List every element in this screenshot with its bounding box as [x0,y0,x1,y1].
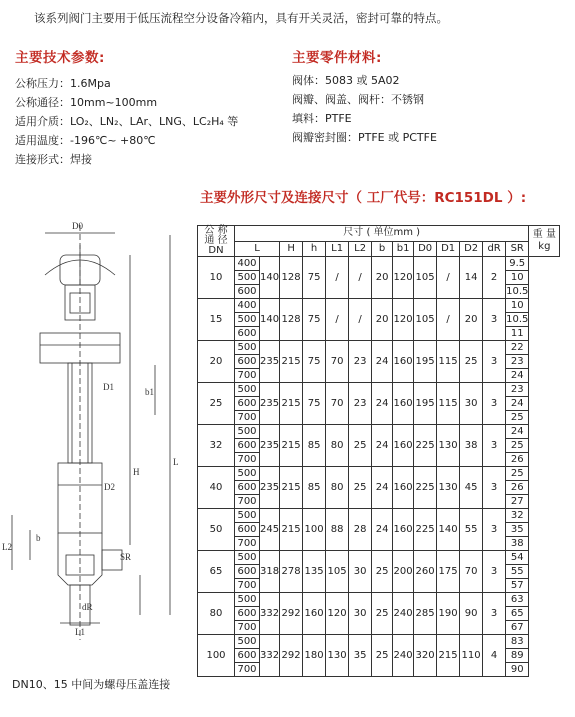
dim-cell: 90 [460,593,483,635]
table-row [198,593,560,607]
dim-cell: 24 [372,341,393,383]
length-cell: 700 [235,369,260,383]
length-cell: 500 [235,635,260,649]
dim-cell: 215 [280,383,303,425]
dim-cell: 105 [414,257,437,299]
dim-cell: 120 [393,299,414,341]
dim-cell: 195 [414,341,437,383]
dim-cell: / [326,257,349,299]
weight-cell: 23 [506,383,529,397]
dn-cell: 20 [198,341,235,383]
length-cell: 600 [235,481,260,495]
dim-cell: 3 [483,341,506,383]
length-cell: 400 [235,257,260,271]
length-cell: 700 [235,579,260,593]
dim-cell: 110 [460,635,483,677]
label-b: b [36,533,41,543]
tech-params-list [15,74,238,169]
dim-cell: 160 [393,467,414,509]
col-header: D2 [460,241,483,257]
length-cell: 600 [235,439,260,453]
table-row [198,467,560,481]
weight-cell: 65 [506,607,529,621]
dim-cell: 115 [437,341,460,383]
dim-cell: 25 [349,425,372,467]
dim-cell: 55 [460,509,483,551]
tech-param-item: 公称压力：1.6Mpa [15,77,111,90]
dim-cell: 240 [393,593,414,635]
length-cell: 400 [235,299,260,313]
dim-cell: 38 [460,425,483,467]
col-header: dR [483,241,506,257]
dim-cell: 25 [460,341,483,383]
dim-cell: 225 [414,467,437,509]
dim-cell: 25 [372,551,393,593]
dn-cell: 15 [198,299,235,341]
dn-cell: 80 [198,593,235,635]
dim-cell: 140 [260,299,280,341]
dim-cell: 292 [280,593,303,635]
materials-heading: 主要零件材料: [292,50,382,66]
col-header: L [235,241,280,257]
dim-cell: 25 [349,467,372,509]
dim-cell: 190 [437,593,460,635]
dn-cell: 50 [198,509,235,551]
weight-cell: 38 [506,537,529,551]
weight-cell: 10.5 [506,313,529,325]
tech-param-item: 适用介质：LO₂、LN₂、LAr、LNG、LC₂H₄ 等 [15,115,239,128]
weight-cell: 63 [506,593,529,607]
dim-cell: 14 [460,257,483,299]
dim-cell: 4 [483,635,506,677]
length-cell: 700 [235,411,260,425]
dim-cell: 75 [303,299,326,341]
dim-cell: 225 [414,509,437,551]
tech-param-item: 公称通径：10mm~100mm [15,96,158,109]
table-row [198,425,560,439]
dim-cell: 3 [483,551,506,593]
label-d2: D2 [104,482,115,492]
dim-cell: 45 [460,467,483,509]
weight-cell: 22 [506,341,529,355]
dim-cell: 3 [483,383,506,425]
length-cell: 600 [235,649,260,663]
label-d0: D0 [72,221,83,231]
dim-cell: 120 [326,593,349,635]
length-cell: 600 [235,565,260,579]
dim-cell: 160 [393,383,414,425]
length-cell: 500 [235,341,260,355]
col-header: D1 [437,241,460,257]
dim-cell: 23 [349,383,372,425]
weight-cell: 55 [506,565,529,579]
drawing-caption: DN10、15 中间为螺母压盖连接 [12,678,171,691]
dim-cell: 235 [260,425,280,467]
dim-cell: 115 [437,383,460,425]
label-dr: dR [82,602,93,612]
dim-cell: 260 [414,551,437,593]
weight-cell: 26 [506,481,529,495]
dim-cell: 318 [260,551,280,593]
dim-cell: 80 [326,425,349,467]
dim-cell: 3 [483,425,506,467]
dim-cell: 2 [483,257,506,299]
dim-cell: / [437,299,460,341]
dim-cell: 215 [280,341,303,383]
dim-cell: 80 [326,467,349,509]
dim-cell: 180 [303,635,326,677]
material-item: 阀瓣密封圈：PTFE 或 PCTFE [292,131,437,144]
dim-cell: 24 [372,383,393,425]
dim-cell: 195 [414,383,437,425]
length-cell: 700 [235,663,260,677]
table-title: 主要外形尺寸及连接尺寸（ 工厂代号：RC151DL ）: [200,190,527,206]
weight-cell: 25 [506,439,529,453]
weight-cell: 83 [506,635,529,649]
weight-cell: 67 [506,621,529,635]
weight-cell: 25 [506,467,529,481]
label-d1: D1 [103,382,114,392]
dn-cell: 100 [198,635,235,677]
dim-cell: 332 [260,593,280,635]
header-dims: 尺寸 ( 单位mm ) [235,226,529,242]
label-h: H [133,467,140,477]
dim-cell: 24 [372,467,393,509]
label-sr: SR [120,552,132,562]
dim-cell: 28 [349,509,372,551]
dim-cell: 215 [437,635,460,677]
length-cell: 500 [235,271,260,285]
dn-cell: 40 [198,467,235,509]
label-l: L [173,457,179,467]
weight-cell: 90 [506,663,529,677]
dim-cell: 215 [280,467,303,509]
material-item: 填料：PTFE [292,112,352,125]
dn-cell: 65 [198,551,235,593]
weight-cell: 23 [506,355,529,369]
dim-cell: 320 [414,635,437,677]
dim-cell: 24 [372,425,393,467]
dim-cell: 70 [326,341,349,383]
material-item: 阀体：5083 或 5A02 [292,74,400,87]
weight-cell: 24 [506,369,529,383]
dim-cell: 3 [483,299,506,341]
dim-cell: 130 [326,635,349,677]
dim-cell: 240 [393,635,414,677]
label-b1: b1 [145,387,154,397]
dim-cell: 105 [414,299,437,341]
dim-cell: 75 [303,383,326,425]
dim-cell: 278 [280,551,303,593]
dim-cell: 70 [460,551,483,593]
dim-cell: 24 [372,509,393,551]
dim-cell: 130 [437,467,460,509]
dim-cell: 140 [437,509,460,551]
weight-cell: 24 [506,425,529,439]
dim-cell: 3 [483,467,506,509]
dim-cell: 128 [280,257,303,299]
length-cell: 600 [235,327,260,341]
dim-cell: 20 [372,299,393,341]
length-cell: 500 [235,313,260,327]
dim-cell: 160 [303,593,326,635]
col-header: L2 [349,241,372,257]
length-cell: 700 [235,621,260,635]
dim-cell: 200 [393,551,414,593]
col-header: b [372,241,393,257]
dim-cell: 245 [260,509,280,551]
length-cell: 600 [235,285,260,299]
length-cell: 500 [235,551,260,565]
dim-cell: 100 [303,509,326,551]
dim-cell: 225 [414,425,437,467]
weight-cell: 27 [506,495,529,509]
tech-param-item: 连接形式：焊接 [15,153,92,166]
label-l2: L2 [2,542,12,552]
dn-cell: 32 [198,425,235,467]
dim-cell: 215 [280,509,303,551]
dim-cell: 160 [393,341,414,383]
table-row [198,635,560,649]
dim-cell: 292 [280,635,303,677]
weight-cell: 57 [506,579,529,593]
dim-cell: 85 [303,425,326,467]
dim-cell: 88 [326,509,349,551]
weight-cell: 25 [506,411,529,425]
dim-cell: 175 [437,551,460,593]
dn-cell: 25 [198,383,235,425]
weight-cell: 10 [506,299,529,313]
length-cell: 600 [235,397,260,411]
table-row [198,383,560,397]
length-cell: 500 [235,509,260,523]
col-header: b1 [393,241,414,257]
dim-cell: 135 [303,551,326,593]
tech-params-heading: 主要技术参数: [15,50,105,66]
weight-cell: 26 [506,453,529,467]
weight-cell: 32 [506,509,529,523]
intro-text: 该系列阀门主要用于低压流程空分设备冷箱内，具有开关灵活，密封可靠的特点。 [34,11,448,25]
dim-cell: 332 [260,635,280,677]
table-row [198,299,560,313]
length-cell: 500 [235,383,260,397]
dim-cell: 75 [303,257,326,299]
length-cell: 600 [235,607,260,621]
weight-cell: 54 [506,551,529,565]
dim-cell: 105 [326,551,349,593]
weight-cell: 10.5 [506,285,529,297]
dim-cell: 128 [280,299,303,341]
dim-cell: 215 [280,425,303,467]
length-cell: 700 [235,495,260,509]
dimensions-table [197,225,560,677]
valve-drawing [0,215,200,675]
length-cell: 500 [235,467,260,481]
table-row [198,341,560,355]
dim-cell: 30 [349,593,372,635]
dim-cell: / [326,299,349,341]
weight-cell: 10 [506,271,529,285]
dim-cell: 285 [414,593,437,635]
dim-cell: / [349,299,372,341]
table-row [198,509,560,523]
dim-cell: 70 [326,383,349,425]
header-weight: 重 量 kg [529,226,560,257]
dim-cell: 160 [393,509,414,551]
dim-cell: 235 [260,383,280,425]
length-cell: 500 [235,593,260,607]
weight-cell: 89 [506,649,529,663]
dim-cell: 85 [303,467,326,509]
weight-cell: 24 [506,397,529,411]
dim-cell: 235 [260,467,280,509]
length-cell: 600 [235,523,260,537]
dim-cell: 3 [483,509,506,551]
weight-cell: 9.5 [506,257,529,271]
weight-cell: 35 [506,523,529,537]
header-dn: 公 称 通 径 DN [198,226,235,257]
label-l1: L1 [75,627,85,637]
dim-cell: 20 [372,257,393,299]
dim-cell: 30 [460,383,483,425]
dim-cell: 120 [393,257,414,299]
dim-cell: 30 [349,551,372,593]
dn-cell: 10 [198,257,235,299]
col-header: D0 [414,241,437,257]
table-row [198,551,560,565]
col-header: H [280,241,303,257]
material-item: 阀瓣、阀盖、阀杆：不锈钢 [292,93,424,106]
length-cell: 700 [235,537,260,551]
dim-cell: 140 [260,257,280,299]
dim-cell: 130 [437,425,460,467]
weight-cell: 11 [506,327,529,341]
dim-cell: 3 [483,593,506,635]
length-cell: 600 [235,355,260,369]
dim-cell: 160 [393,425,414,467]
dim-cell: 20 [460,299,483,341]
col-header: L1 [326,241,349,257]
dim-cell: 75 [303,341,326,383]
col-header: SR [506,241,529,257]
table-row [198,257,560,271]
table-body [198,257,560,677]
dim-cell: 25 [372,635,393,677]
dim-cell: 235 [260,341,280,383]
dim-cell: 25 [372,593,393,635]
col-header: h [303,241,326,257]
tech-param-item: 适用温度：-196℃~ +80℃ [15,134,156,147]
length-cell: 500 [235,425,260,439]
length-cell: 700 [235,453,260,467]
dim-cell: 23 [349,341,372,383]
dim-cell: / [437,257,460,299]
materials-list [292,71,437,147]
dim-cell: / [349,257,372,299]
dim-cell: 35 [349,635,372,677]
